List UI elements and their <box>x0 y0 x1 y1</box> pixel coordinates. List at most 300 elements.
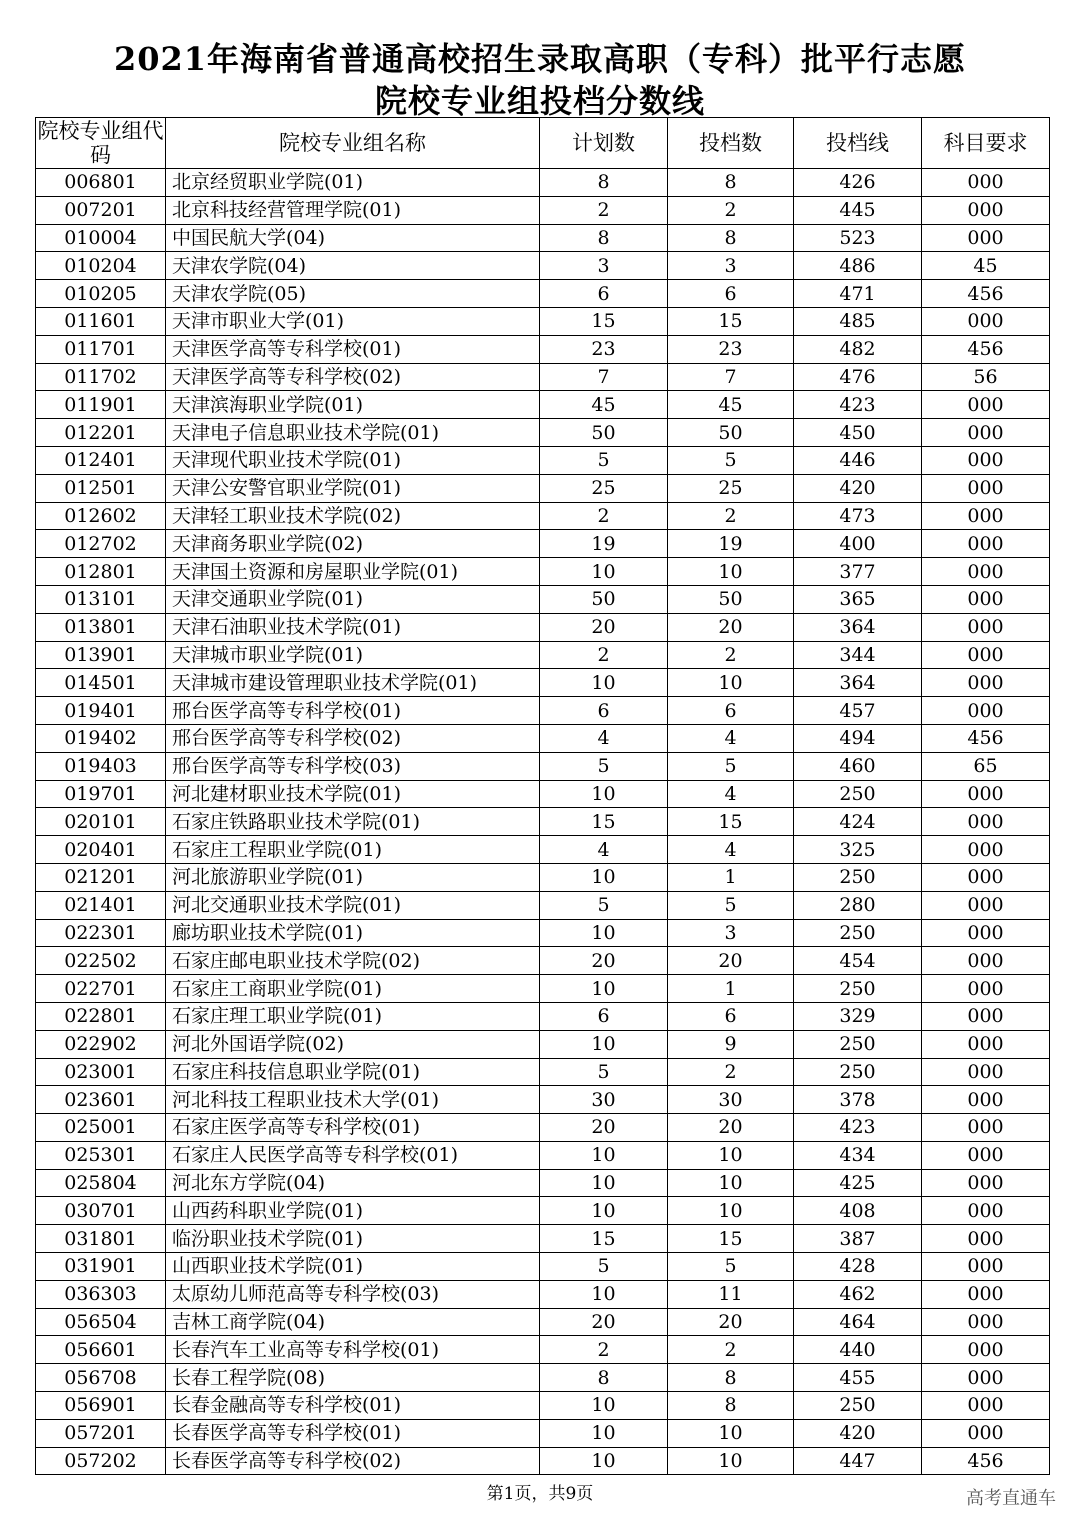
cell-cutoff-score: 365 <box>794 585 922 613</box>
cell-subject-requirement: 000 <box>922 1086 1050 1114</box>
cell-filed-count: 50 <box>668 585 794 613</box>
cell-group-code: 013901 <box>36 641 166 669</box>
cell-plan-count: 10 <box>540 1419 668 1447</box>
cell-plan-count: 15 <box>540 307 668 335</box>
cell-subject-requirement: 456 <box>922 1447 1050 1475</box>
cell-group-code: 023601 <box>36 1086 166 1114</box>
cell-group-name: 石家庄邮电职业技术学院(02) <box>166 947 540 975</box>
cell-filed-count: 10 <box>668 1447 794 1475</box>
cell-plan-count: 8 <box>540 1364 668 1392</box>
cell-plan-count: 5 <box>540 446 668 474</box>
cell-group-name: 天津农学院(05) <box>166 280 540 308</box>
cell-filed-count: 8 <box>668 169 794 197</box>
page-footer: 第1页，共9页 <box>486 1484 594 1504</box>
cell-group-code: 012501 <box>36 474 166 502</box>
table-row <box>36 1308 1050 1336</box>
table-row <box>36 641 1050 669</box>
table-header-row <box>36 118 1050 169</box>
cell-group-code: 057202 <box>36 1447 166 1475</box>
cell-subject-requirement: 000 <box>922 808 1050 836</box>
header-cutoff-score: 投档线 <box>794 118 922 169</box>
cell-group-name: 河北建材职业技术学院(01) <box>166 780 540 808</box>
cell-cutoff-score: 280 <box>794 891 922 919</box>
cell-cutoff-score: 440 <box>794 1336 922 1364</box>
cell-subject-requirement: 000 <box>922 169 1050 197</box>
table-row <box>36 1114 1050 1142</box>
table-row <box>36 446 1050 474</box>
watermark: 高考直通车 <box>966 1488 1056 1509</box>
cell-cutoff-score: 450 <box>794 419 922 447</box>
cell-subject-requirement: 45 <box>922 252 1050 280</box>
cell-cutoff-score: 420 <box>794 1419 922 1447</box>
cell-group-code: 022902 <box>36 1030 166 1058</box>
cell-subject-requirement: 456 <box>922 724 1050 752</box>
cell-plan-count: 8 <box>540 224 668 252</box>
cell-group-code: 019402 <box>36 724 166 752</box>
cell-cutoff-score: 462 <box>794 1280 922 1308</box>
cell-group-name: 北京经贸职业学院(01) <box>166 169 540 197</box>
cell-filed-count: 20 <box>668 1114 794 1142</box>
cell-plan-count: 30 <box>540 1086 668 1114</box>
cell-group-code: 023001 <box>36 1058 166 1086</box>
cell-group-name: 河北科技工程职业技术大学(01) <box>166 1086 540 1114</box>
table-row <box>36 1225 1050 1253</box>
cell-group-name: 天津交通职业学院(01) <box>166 585 540 613</box>
cell-group-name: 河北旅游职业学院(01) <box>166 863 540 891</box>
table-row <box>36 836 1050 864</box>
header-group-code: 院校专业组代码 <box>37 119 164 167</box>
table-row <box>36 1030 1050 1058</box>
cell-group-code: 014501 <box>36 669 166 697</box>
cell-cutoff-score: 423 <box>794 391 922 419</box>
cell-group-code: 056708 <box>36 1364 166 1392</box>
cell-subject-requirement: 000 <box>922 1225 1050 1253</box>
cell-group-name: 太原幼儿师范高等专科学校(03) <box>166 1280 540 1308</box>
cell-cutoff-score: 250 <box>794 863 922 891</box>
cell-plan-count: 45 <box>540 391 668 419</box>
cell-group-name: 天津农学院(04) <box>166 252 540 280</box>
cell-group-code: 031901 <box>36 1253 166 1281</box>
table-row <box>36 1364 1050 1392</box>
cell-group-code: 011901 <box>36 391 166 419</box>
cell-plan-count: 10 <box>540 863 668 891</box>
cell-cutoff-score: 457 <box>794 697 922 725</box>
cell-cutoff-score: 426 <box>794 169 922 197</box>
cell-subject-requirement: 000 <box>922 891 1050 919</box>
cell-filed-count: 10 <box>668 1419 794 1447</box>
table-row <box>36 169 1050 197</box>
table-row <box>36 585 1050 613</box>
cell-plan-count: 10 <box>540 1141 668 1169</box>
cell-group-code: 011701 <box>36 335 166 363</box>
cell-subject-requirement: 000 <box>922 669 1050 697</box>
cell-filed-count: 25 <box>668 474 794 502</box>
cell-group-name: 廊坊职业技术学院(01) <box>166 919 540 947</box>
cell-subject-requirement: 000 <box>922 780 1050 808</box>
cell-group-code: 020401 <box>36 836 166 864</box>
cell-subject-requirement: 65 <box>922 752 1050 780</box>
cell-plan-count: 10 <box>540 975 668 1003</box>
cell-group-name: 天津石油职业技术学院(01) <box>166 613 540 641</box>
cell-filed-count: 10 <box>668 669 794 697</box>
cell-group-code: 056601 <box>36 1336 166 1364</box>
table-row <box>36 1169 1050 1197</box>
cell-plan-count: 10 <box>540 1169 668 1197</box>
cell-filed-count: 8 <box>668 1392 794 1420</box>
cell-cutoff-score: 250 <box>794 1030 922 1058</box>
cell-plan-count: 6 <box>540 1002 668 1030</box>
table-row <box>36 1253 1050 1281</box>
cell-plan-count: 4 <box>540 836 668 864</box>
cell-cutoff-score: 471 <box>794 280 922 308</box>
cell-group-code: 011601 <box>36 307 166 335</box>
cell-plan-count: 10 <box>540 1197 668 1225</box>
cell-subject-requirement: 000 <box>922 502 1050 530</box>
cell-plan-count: 5 <box>540 1058 668 1086</box>
cell-group-code: 022801 <box>36 1002 166 1030</box>
cell-filed-count: 20 <box>668 947 794 975</box>
cell-group-name: 中国民航大学(04) <box>166 224 540 252</box>
table-row <box>36 558 1050 586</box>
cell-filed-count: 6 <box>668 280 794 308</box>
cell-subject-requirement: 000 <box>922 863 1050 891</box>
cell-group-name: 天津城市建设管理职业技术学院(01) <box>166 669 540 697</box>
cell-plan-count: 20 <box>540 947 668 975</box>
cell-filed-count: 10 <box>668 1169 794 1197</box>
cell-subject-requirement: 000 <box>922 1280 1050 1308</box>
cell-filed-count: 6 <box>668 1002 794 1030</box>
cell-cutoff-score: 476 <box>794 363 922 391</box>
cell-filed-count: 6 <box>668 697 794 725</box>
table-row <box>36 419 1050 447</box>
cell-cutoff-score: 455 <box>794 1364 922 1392</box>
cell-subject-requirement: 000 <box>922 1419 1050 1447</box>
cell-group-name: 石家庄科技信息职业学院(01) <box>166 1058 540 1086</box>
cell-group-name: 石家庄工程职业学院(01) <box>166 836 540 864</box>
cell-plan-count: 7 <box>540 363 668 391</box>
cell-group-name: 吉林工商学院(04) <box>166 1308 540 1336</box>
cell-filed-count: 5 <box>668 446 794 474</box>
cell-group-code: 011702 <box>36 363 166 391</box>
cell-filed-count: 1 <box>668 975 794 1003</box>
cell-group-name: 石家庄工商职业学院(01) <box>166 975 540 1003</box>
cell-subject-requirement: 000 <box>922 474 1050 502</box>
cell-group-code: 031801 <box>36 1225 166 1253</box>
cell-filed-count: 4 <box>668 836 794 864</box>
table-row <box>36 752 1050 780</box>
table-body <box>36 169 1050 1475</box>
cell-cutoff-score: 523 <box>794 224 922 252</box>
cell-group-code: 019701 <box>36 780 166 808</box>
cell-subject-requirement: 000 <box>922 975 1050 1003</box>
table-row <box>36 1336 1050 1364</box>
table-row <box>36 669 1050 697</box>
cell-plan-count: 15 <box>540 808 668 836</box>
cell-group-code: 019403 <box>36 752 166 780</box>
cell-plan-count: 2 <box>540 502 668 530</box>
cell-filed-count: 4 <box>668 780 794 808</box>
table-row <box>36 391 1050 419</box>
cell-filed-count: 45 <box>668 391 794 419</box>
cell-filed-count: 3 <box>668 252 794 280</box>
cell-plan-count: 6 <box>540 697 668 725</box>
cell-subject-requirement: 000 <box>922 1364 1050 1392</box>
cell-group-code: 010204 <box>36 252 166 280</box>
cell-cutoff-score: 378 <box>794 1086 922 1114</box>
cell-subject-requirement: 000 <box>922 391 1050 419</box>
cell-cutoff-score: 473 <box>794 502 922 530</box>
cell-cutoff-score: 400 <box>794 530 922 558</box>
header-filed-count: 投档数 <box>668 118 794 169</box>
cell-group-name: 河北外国语学院(02) <box>166 1030 540 1058</box>
cell-subject-requirement: 000 <box>922 1058 1050 1086</box>
cell-plan-count: 10 <box>540 1392 668 1420</box>
cell-group-name: 石家庄铁路职业技术学院(01) <box>166 808 540 836</box>
cell-filed-count: 10 <box>668 1197 794 1225</box>
cell-group-code: 006801 <box>36 169 166 197</box>
table-row <box>36 1392 1050 1420</box>
cell-plan-count: 2 <box>540 641 668 669</box>
cell-subject-requirement: 456 <box>922 335 1050 363</box>
cell-group-name: 天津公安警官职业学院(01) <box>166 474 540 502</box>
cell-subject-requirement: 000 <box>922 1336 1050 1364</box>
cell-subject-requirement: 000 <box>922 947 1050 975</box>
cell-group-name: 北京科技经营管理学院(01) <box>166 196 540 224</box>
cell-cutoff-score: 387 <box>794 1225 922 1253</box>
table-row <box>36 224 1050 252</box>
cell-group-code: 022301 <box>36 919 166 947</box>
cell-group-code: 012702 <box>36 530 166 558</box>
table-row <box>36 196 1050 224</box>
cell-cutoff-score: 250 <box>794 780 922 808</box>
cell-plan-count: 50 <box>540 585 668 613</box>
cell-cutoff-score: 447 <box>794 1447 922 1475</box>
cell-cutoff-score: 250 <box>794 1392 922 1420</box>
table-row <box>36 1002 1050 1030</box>
cell-filed-count: 10 <box>668 1141 794 1169</box>
cell-group-name: 天津城市职业学院(01) <box>166 641 540 669</box>
table-row <box>36 808 1050 836</box>
cell-plan-count: 10 <box>540 1030 668 1058</box>
cell-group-code: 013101 <box>36 585 166 613</box>
cell-filed-count: 15 <box>668 808 794 836</box>
cell-filed-count: 20 <box>668 613 794 641</box>
table-row <box>36 280 1050 308</box>
cell-cutoff-score: 408 <box>794 1197 922 1225</box>
cell-group-name: 邢台医学高等专科学校(01) <box>166 697 540 725</box>
cell-subject-requirement: 000 <box>922 613 1050 641</box>
cell-group-code: 025301 <box>36 1141 166 1169</box>
cell-filed-count: 8 <box>668 1364 794 1392</box>
cell-group-name: 天津现代职业技术学院(01) <box>166 446 540 474</box>
table-row <box>36 947 1050 975</box>
header-group-name: 院校专业组名称 <box>166 118 540 169</box>
cell-subject-requirement: 000 <box>922 196 1050 224</box>
cell-subject-requirement: 000 <box>922 1002 1050 1030</box>
table-row <box>36 1086 1050 1114</box>
cell-cutoff-score: 344 <box>794 641 922 669</box>
cell-group-code: 019401 <box>36 697 166 725</box>
cell-cutoff-score: 460 <box>794 752 922 780</box>
cell-group-name: 石家庄医学高等专科学校(01) <box>166 1114 540 1142</box>
table-row <box>36 252 1050 280</box>
cell-group-name: 长春工程学院(08) <box>166 1364 540 1392</box>
cell-filed-count: 15 <box>668 307 794 335</box>
cell-plan-count: 50 <box>540 419 668 447</box>
cell-filed-count: 2 <box>668 502 794 530</box>
cell-subject-requirement: 000 <box>922 1141 1050 1169</box>
table-row <box>36 1280 1050 1308</box>
cell-filed-count: 50 <box>668 419 794 447</box>
table-row <box>36 474 1050 502</box>
cell-filed-count: 7 <box>668 363 794 391</box>
cell-cutoff-score: 486 <box>794 252 922 280</box>
cell-group-code: 010004 <box>36 224 166 252</box>
cell-cutoff-score: 377 <box>794 558 922 586</box>
table-row <box>36 863 1050 891</box>
cell-filed-count: 11 <box>668 1280 794 1308</box>
cell-group-code: 030701 <box>36 1197 166 1225</box>
cell-subject-requirement: 000 <box>922 1253 1050 1281</box>
table-row <box>36 1197 1050 1225</box>
cell-subject-requirement: 456 <box>922 280 1050 308</box>
cell-group-code: 056504 <box>36 1308 166 1336</box>
table-row <box>36 891 1050 919</box>
cell-plan-count: 10 <box>540 919 668 947</box>
cell-group-name: 长春金融高等专科学校(01) <box>166 1392 540 1420</box>
cell-group-code: 013801 <box>36 613 166 641</box>
cell-group-code: 007201 <box>36 196 166 224</box>
cell-group-name: 临汾职业技术学院(01) <box>166 1225 540 1253</box>
cell-plan-count: 8 <box>540 169 668 197</box>
cell-group-code: 012602 <box>36 502 166 530</box>
cell-group-name: 山西药科职业学院(01) <box>166 1197 540 1225</box>
cell-cutoff-score: 250 <box>794 1058 922 1086</box>
cell-plan-count: 19 <box>540 530 668 558</box>
cell-group-name: 邢台医学高等专科学校(02) <box>166 724 540 752</box>
cell-cutoff-score: 425 <box>794 1169 922 1197</box>
cell-plan-count: 10 <box>540 558 668 586</box>
cell-group-code: 022502 <box>36 947 166 975</box>
cell-plan-count: 10 <box>540 669 668 697</box>
cell-subject-requirement: 000 <box>922 1169 1050 1197</box>
admission-score-table <box>35 117 1050 1475</box>
cell-subject-requirement: 000 <box>922 446 1050 474</box>
cell-filed-count: 19 <box>668 530 794 558</box>
cell-filed-count: 10 <box>668 558 794 586</box>
cell-plan-count: 2 <box>540 1336 668 1364</box>
cell-filed-count: 1 <box>668 863 794 891</box>
cell-cutoff-score: 364 <box>794 613 922 641</box>
cell-filed-count: 5 <box>668 1253 794 1281</box>
cell-subject-requirement: 000 <box>922 1114 1050 1142</box>
table-row <box>36 363 1050 391</box>
cell-group-name: 天津商务职业学院(02) <box>166 530 540 558</box>
cell-subject-requirement: 000 <box>922 585 1050 613</box>
cell-filed-count: 20 <box>668 1308 794 1336</box>
header-subject-requirement: 科目要求 <box>922 118 1050 169</box>
cell-group-code: 057201 <box>36 1419 166 1447</box>
cell-plan-count: 5 <box>540 891 668 919</box>
table-row <box>36 335 1050 363</box>
cell-cutoff-score: 329 <box>794 1002 922 1030</box>
cell-subject-requirement: 000 <box>922 1308 1050 1336</box>
cell-filed-count: 2 <box>668 196 794 224</box>
header-plan-count: 计划数 <box>540 118 668 169</box>
cell-filed-count: 4 <box>668 724 794 752</box>
cell-plan-count: 10 <box>540 780 668 808</box>
table-row <box>36 724 1050 752</box>
cell-subject-requirement: 000 <box>922 558 1050 586</box>
cell-subject-requirement: 000 <box>922 224 1050 252</box>
cell-group-name: 天津电子信息职业技术学院(01) <box>166 419 540 447</box>
cell-plan-count: 10 <box>540 1280 668 1308</box>
cell-group-code: 010205 <box>36 280 166 308</box>
cell-group-code: 022701 <box>36 975 166 1003</box>
cell-subject-requirement: 000 <box>922 307 1050 335</box>
document-title-line-1: 2021年海南省普通高校招生录取高职（专科）批平行志愿 <box>113 40 967 78</box>
cell-group-code: 012401 <box>36 446 166 474</box>
cell-cutoff-score: 428 <box>794 1253 922 1281</box>
cell-plan-count: 2 <box>540 196 668 224</box>
table-row <box>36 1058 1050 1086</box>
cell-group-name: 山西职业技术学院(01) <box>166 1253 540 1281</box>
table-row <box>36 1419 1050 1447</box>
cell-plan-count: 20 <box>540 1308 668 1336</box>
table-row <box>36 697 1050 725</box>
cell-cutoff-score: 423 <box>794 1114 922 1142</box>
cell-plan-count: 15 <box>540 1225 668 1253</box>
cell-cutoff-score: 250 <box>794 975 922 1003</box>
cell-filed-count: 2 <box>668 641 794 669</box>
cell-group-name: 天津国土资源和房屋职业学院(01) <box>166 558 540 586</box>
cell-plan-count: 6 <box>540 280 668 308</box>
cell-filed-count: 9 <box>668 1030 794 1058</box>
cell-group-name: 石家庄理工职业学院(01) <box>166 1002 540 1030</box>
cell-plan-count: 25 <box>540 474 668 502</box>
table-row <box>36 613 1050 641</box>
cell-group-name: 天津医学高等专科学校(02) <box>166 363 540 391</box>
cell-group-code: 025804 <box>36 1169 166 1197</box>
cell-cutoff-score: 454 <box>794 947 922 975</box>
cell-subject-requirement: 000 <box>922 836 1050 864</box>
cell-group-code: 021401 <box>36 891 166 919</box>
cell-filed-count: 23 <box>668 335 794 363</box>
cell-cutoff-score: 250 <box>794 919 922 947</box>
cell-group-code: 025001 <box>36 1114 166 1142</box>
cell-cutoff-score: 445 <box>794 196 922 224</box>
cell-cutoff-score: 364 <box>794 669 922 697</box>
cell-filed-count: 2 <box>668 1058 794 1086</box>
cell-subject-requirement: 000 <box>922 697 1050 725</box>
cell-subject-requirement: 000 <box>922 1197 1050 1225</box>
cell-subject-requirement: 000 <box>922 641 1050 669</box>
cell-subject-requirement: 000 <box>922 419 1050 447</box>
table-row <box>36 307 1050 335</box>
cell-plan-count: 5 <box>540 752 668 780</box>
table-row <box>36 1447 1050 1475</box>
cell-group-name: 河北交通职业技术学院(01) <box>166 891 540 919</box>
cell-subject-requirement: 000 <box>922 1030 1050 1058</box>
cell-group-code: 036303 <box>36 1280 166 1308</box>
cell-cutoff-score: 482 <box>794 335 922 363</box>
cell-filed-count: 8 <box>668 224 794 252</box>
cell-filed-count: 30 <box>668 1086 794 1114</box>
cell-group-code: 020101 <box>36 808 166 836</box>
cell-group-name: 长春医学高等专科学校(02) <box>166 1447 540 1475</box>
cell-cutoff-score: 464 <box>794 1308 922 1336</box>
table-row <box>36 780 1050 808</box>
